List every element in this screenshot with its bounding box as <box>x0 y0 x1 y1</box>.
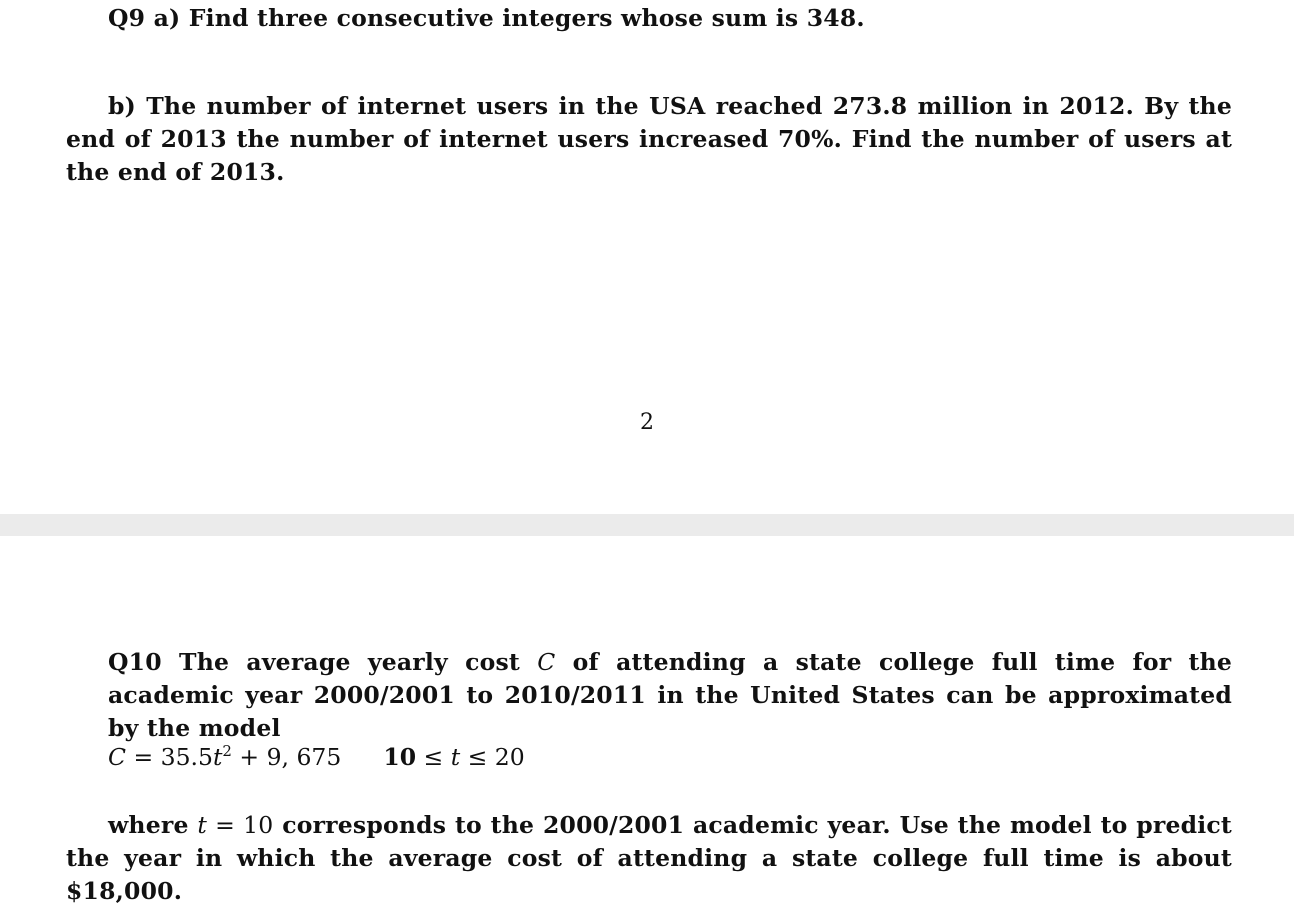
page-number: 2 <box>640 410 654 435</box>
question-9a: Q9 a) Find three consecutive integers whose sum is 348. <box>108 4 865 32</box>
page-separator <box>0 514 1294 536</box>
question-10-intro-1: The average yearly cost <box>179 648 520 676</box>
where-value: = 10 <box>207 811 274 839</box>
question-10 <box>108 646 1232 745</box>
where-variable: t <box>197 811 208 839</box>
range-variable: t <box>450 743 461 771</box>
model-variable: t <box>212 743 223 771</box>
where-text: corresponds to the 2000/2001 academic year. Use the model to predict the year in which the average cost of attending a state college full time is about $18,000. <box>66 811 1232 905</box>
range-le-2: ≤ 20 <box>460 743 525 771</box>
page-3 <box>0 536 1294 905</box>
range-lower: 10 <box>383 743 417 771</box>
question-10-instructions <box>66 809 1232 908</box>
model-constant: + 9, 675 <box>231 743 342 771</box>
where-word: where <box>108 811 189 839</box>
model-lhs: C <box>108 743 126 771</box>
variable-c: C <box>537 648 556 676</box>
model-equation <box>108 741 525 774</box>
model-coefficient: = 35.5 <box>125 743 213 771</box>
model-exponent: 2 <box>222 742 232 761</box>
question-10-intro-2: of attending a state college full time for the academic year 2000/2001 to 2010/2011 in the United States can be approximated by the model <box>108 648 1233 742</box>
range-le-1: ≤ <box>416 743 451 771</box>
question-9b: b) The number of internet users in the USA reached 273.8 million in 2012. By the end of 2013 the number of internet users increased 70%. Find the number of users at the end of 2013. <box>66 92 1232 186</box>
question-10-label: Q10 <box>108 648 162 676</box>
